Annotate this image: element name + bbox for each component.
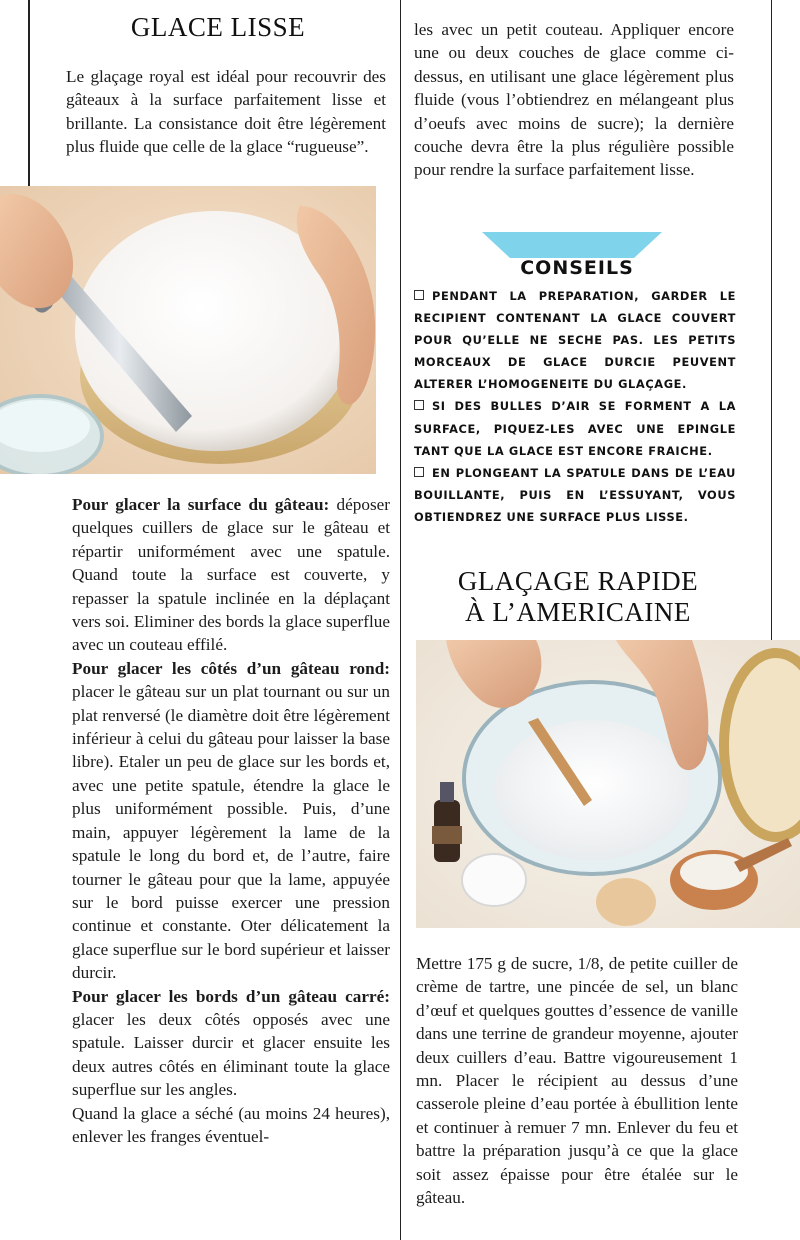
- cake-icing-illustration: [0, 186, 376, 474]
- checkbox-icon: [414, 290, 424, 300]
- conseils-banner-shape: [482, 232, 662, 258]
- section-surface-heading: Pour glacer la surface du gâteau:: [72, 495, 330, 514]
- section-square-edges-heading: Pour glacer les bords d’un gâteau carré:: [72, 986, 390, 1006]
- title-line-2: À L’AMERICAINE: [465, 597, 691, 628]
- section-round-sides-heading: Pour glacer les côtés d’un gâteau rond:: [72, 658, 390, 678]
- checkbox-icon: [414, 467, 424, 477]
- section-round-sides: [72, 657, 390, 985]
- section-square-edges-text: glacer les deux côtés opposés avec une spatule. Laisser durcir et glacer ensuite les deux autres côtés en éliminant toute la glace superflue sur les angles.: [72, 1009, 390, 1100]
- mixing-bowl-photo: [416, 640, 800, 928]
- cake-icing-photo: [0, 186, 376, 474]
- center-column-rule: [400, 0, 401, 1240]
- section-square-edges: [72, 985, 390, 1102]
- tip-text: SI DES BULLES D’AIR SE FORMENT A LA SURFACE, PIQUEZ-LES AVEC UNE EPINGLE TANT QUE LA GLACE EST ENCORE FRAICHE.: [414, 399, 736, 458]
- instructions-block: [72, 493, 390, 1148]
- checkbox-icon: [414, 400, 424, 410]
- section-surface-text: déposer quelques cuillers de glace sur le gâteau et répartir uniformément avec une spatule. Quand toute la surface est couverte, y repasser la spatule inclinée en la déplaçant vers soi. Eliminer des bords la glace superflue avec un couteau effilé.: [72, 495, 390, 655]
- conseils-tips: [414, 285, 736, 528]
- conseils-title: CONSEILS: [520, 257, 634, 279]
- section-round-sides-text: placer le gâteau sur un plat tournant ou sur un plat renversé (le diamètre doit être légèrement inférieur à celui du gâteau pour laisser la base libre). Etaler un peu de glace sur les bords et, avec une petite spatule, étendre la glace le plus uniformément possible. Puis, d’une main, appuyer légèrement la lame de la spatule le long du bord et, de l’autre, faire tourner le gâteau pour que la lame, appuyée sur le bord puisse exercer une pression continue et constante. Oter délicatement la glace superflue sur le bord supérieur et laisser durcir.: [72, 682, 390, 983]
- continuation-paragraph: les avec un petit couteau. Appliquer encore une ou deux couches de glace comme ci-dessus, en utilisant une glace légèrement plus fluide (vous l’obtiendrez en mélangeant plus d’oeufs avec moins de sucre); la dernière couche devra être la plus régulière possible pour rendre la surface parfaitement lisse.: [414, 20, 734, 180]
- section-title-glace-lisse: GLACE LISSE: [130, 12, 306, 42]
- mixing-bowl-illustration: [416, 640, 800, 928]
- section-title-glacage-rapide: [420, 566, 736, 628]
- title-line-1: GLAÇAGE RAPIDE: [457, 566, 699, 596]
- intro-paragraph: Le glaçage royal est idéal pour recouvrir des gâteaux à la surface parfaitement lisse et brillante. La consistance doit être légèrement plus fluide que celle de la glace “rugueuse”.: [66, 67, 386, 157]
- recipe-paragraph: Mettre 175 g de sucre, 1/8, de petite cuiller de crème de tartre, une pincée de sel, un blanc d’œuf et quelques gouttes d’essence de vanille dans une terrine de grandeur moyenne, ajouter deux cuillers d’eau. Battre vigoureusement 1 mn. Placer le récipient au dessus d’une casserole pleine d’eau portée à ébullition lente et continuer à remuer 7 mn. Enlever du feu et battre la préparation jusqu’à ce que la glace soit assez épaisse pour être étalée sur le gâteau.: [416, 954, 738, 1208]
- left-column-rule: [28, 0, 30, 186]
- tip-item: [414, 462, 736, 528]
- tip-item: [414, 285, 736, 395]
- closing-paragraph: Quand la glace a séché (au moins 24 heures), enlever les franges éventuel-: [72, 1103, 390, 1146]
- tip-item: [414, 395, 736, 461]
- tip-text: PENDANT LA PREPARATION, GARDER LE RECIPIENT CONTENANT LA GLACE COUVERT POUR QU’ELLE NE SECHE PAS. LES PETITS MORCEAUX DE GLACE DURCIE PEUVENT ALTERER L’HOMOGENEITE DU GLAÇAGE.: [414, 289, 736, 392]
- section-surface: [72, 493, 390, 657]
- tip-text: EN PLONGEANT LA SPATULE DANS DE L’EAU BOUILLANTE, PUIS EN L’ESSUYANT, VOUS OBTIENDREZ UNE SURFACE PLUS LISSE.: [414, 465, 736, 524]
- right-column-rule: [771, 0, 772, 640]
